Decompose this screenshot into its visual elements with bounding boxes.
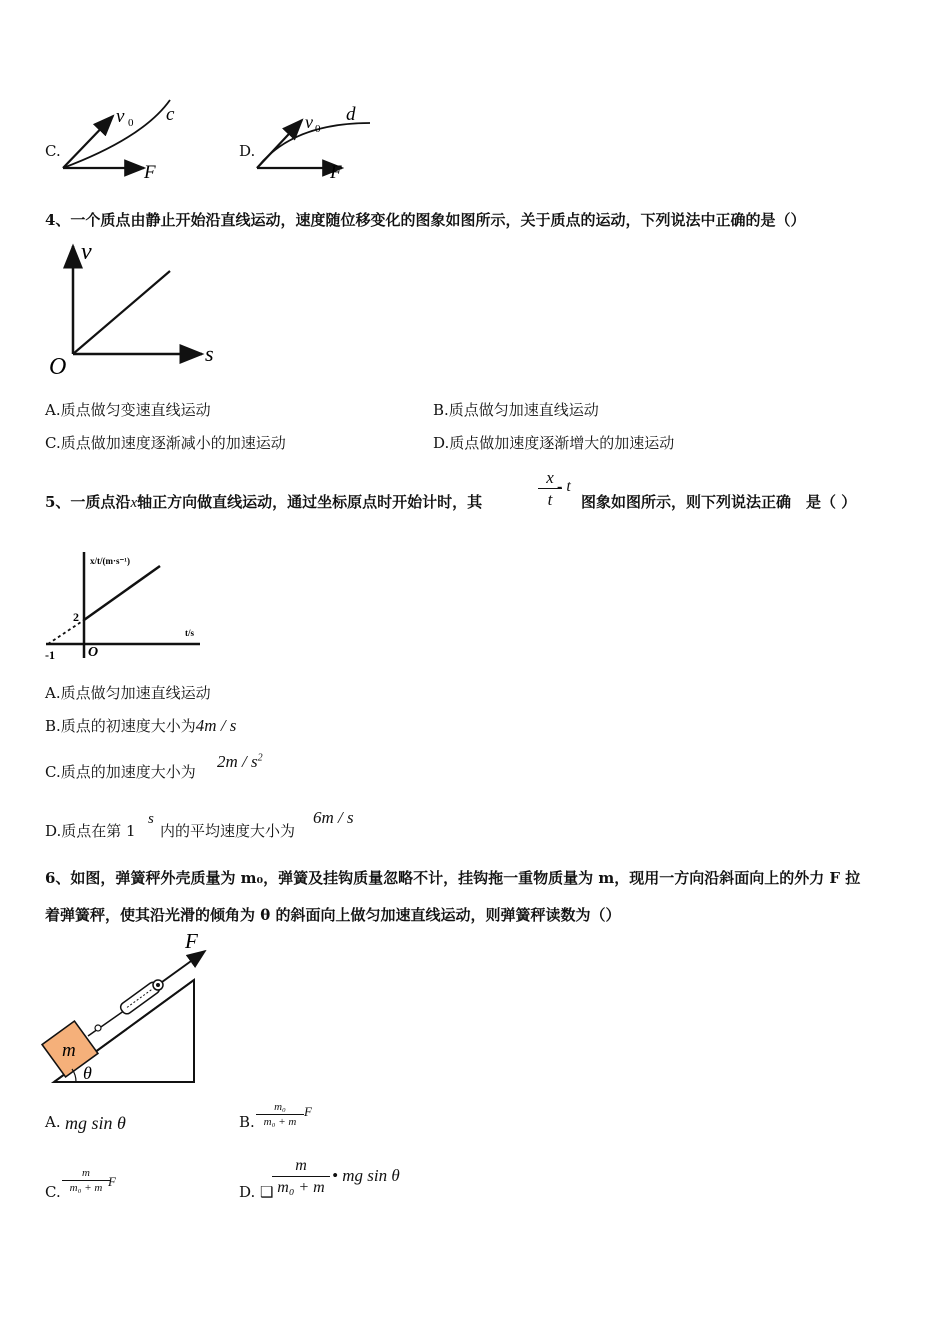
q3-c-curve-label: c [166, 104, 175, 125]
q3-d-curve-label: d [346, 104, 356, 125]
q5-option-b-math: 4m / s [195, 716, 237, 735]
q5-frac-tail: - t [557, 478, 571, 495]
q5-stem-after: 图象如图所示，则下列说法正确 是（ ） [581, 493, 857, 511]
q5-neg-label: -1 [45, 648, 55, 662]
q6-option-a-label: A. [45, 1113, 61, 1131]
q5-option-d-text2: 内的平均速度大小为 [160, 822, 296, 840]
q5-stem [45, 492, 482, 513]
q5-option-c: C.质点的加速度大小为 [45, 763, 196, 781]
q6-force-label: F [185, 932, 198, 953]
q4-stem: 4、一个质点由静止开始沿直线运动，速度随位移变化的图象如图所示，关于质点的运动，下列说法中正确的是（） [45, 211, 806, 229]
q5-option-c-value: 2m / s [217, 752, 258, 771]
q3-c-force-label: F [144, 162, 156, 182]
q5-frac-num: x [538, 468, 562, 489]
q6-option-a-math: mg sin θ [65, 1113, 126, 1133]
q6-option-d-fraction [272, 1156, 330, 1199]
q5-x-axis-label: t/s [185, 628, 194, 638]
q6-option-c-fraction [62, 1167, 110, 1195]
q6-option-b-den: m₀ + m [263, 1116, 297, 1128]
q6-option-d-tail: • mg sin θ [332, 1166, 400, 1185]
q5-option-d-math: 6m / s [313, 808, 354, 827]
q5-origin-label: O [88, 645, 99, 660]
q6-option-b-tail: F [304, 1104, 312, 1119]
q5-stem-x: x [130, 495, 138, 511]
q5-intercept-label: 2 [73, 610, 79, 624]
q6-incline-figure [40, 932, 212, 1087]
q4-option-b: B.质点做匀加速直线运动 [433, 401, 599, 419]
q3-d-force-label: F [330, 162, 342, 182]
q4-option-d: D.质点做加速度逐渐增大的加速运动 [433, 434, 675, 452]
q6-option-d-label: D. ❑ [239, 1183, 274, 1201]
q3-figure-d [252, 98, 382, 182]
q6-stem-line2: 着弹簧秤，使其沿光滑的倾角为 θ 的斜面向上做匀加速直线运动，则弹簧秤读数为（） [45, 906, 621, 924]
q6-option-c-num: m [62, 1167, 110, 1181]
q6-option-b-label: B. [239, 1113, 255, 1131]
q4-option-c: C.质点做加速度逐渐减小的加速运动 [45, 434, 286, 452]
q5-option-a: A.质点做匀加速直线运动 [45, 684, 211, 702]
q3-option-c-label: C. [45, 142, 61, 160]
q3-figure-c [58, 98, 198, 182]
q5-option-c-math [217, 752, 263, 772]
q3-d-v-label: v [305, 112, 313, 132]
q3-d-v-sub: 0 [315, 123, 321, 135]
q3-c-v-sub: 0 [128, 117, 134, 129]
q6-stem-line1: 6、如图，弹簧秤外壳质量为 m₀，弹簧及挂钩质量忽略不计，挂钩拖一重物质量为 m，现用一方向沿斜面向上的外力 F 拉 [45, 869, 861, 887]
q5-y-axis-label: x/t/(m·s⁻¹) [90, 556, 130, 566]
q3-c-v-label: v [116, 106, 125, 127]
q5-frac-den: t [547, 490, 553, 509]
q3-option-d-label: D. [239, 142, 256, 160]
q6-option-c-tail: F [108, 1174, 116, 1189]
q6-option-d-den: m₀ + m [277, 1179, 325, 1196]
q5-option-b [45, 716, 236, 736]
q6-option-d-num: m [272, 1156, 330, 1177]
q6-option-c-den: m₀ + m [69, 1182, 103, 1194]
q5-option-d-text: D.质点在第 1 [45, 822, 136, 840]
q6-option-b-fraction [256, 1101, 304, 1129]
q6-angle-label: θ [83, 1063, 92, 1083]
q5-option-c-sup: 2 [257, 752, 263, 764]
q5-option-b-text: B.质点的初速度大小为 [45, 717, 196, 735]
q4-graph [44, 236, 224, 378]
q5-stem-mid: 轴正方向做直线运动，通过坐标原点时开始计时，其 [137, 493, 483, 511]
q4-origin-label: O [49, 354, 67, 378]
q6-option-c-label: C. [45, 1183, 61, 1201]
q4-y-axis-label: v [81, 239, 92, 265]
q6-option-b-num: m₀ [256, 1101, 304, 1115]
q5-stem-before: 5、一质点沿 [45, 493, 131, 511]
q5-graph [40, 548, 210, 664]
q6-mass-label: m [62, 1040, 76, 1061]
q4-option-a: A.质点做匀变速直线运动 [45, 401, 211, 419]
q5-option-d-s: s [148, 811, 154, 827]
q4-x-axis-label: s [205, 341, 214, 366]
